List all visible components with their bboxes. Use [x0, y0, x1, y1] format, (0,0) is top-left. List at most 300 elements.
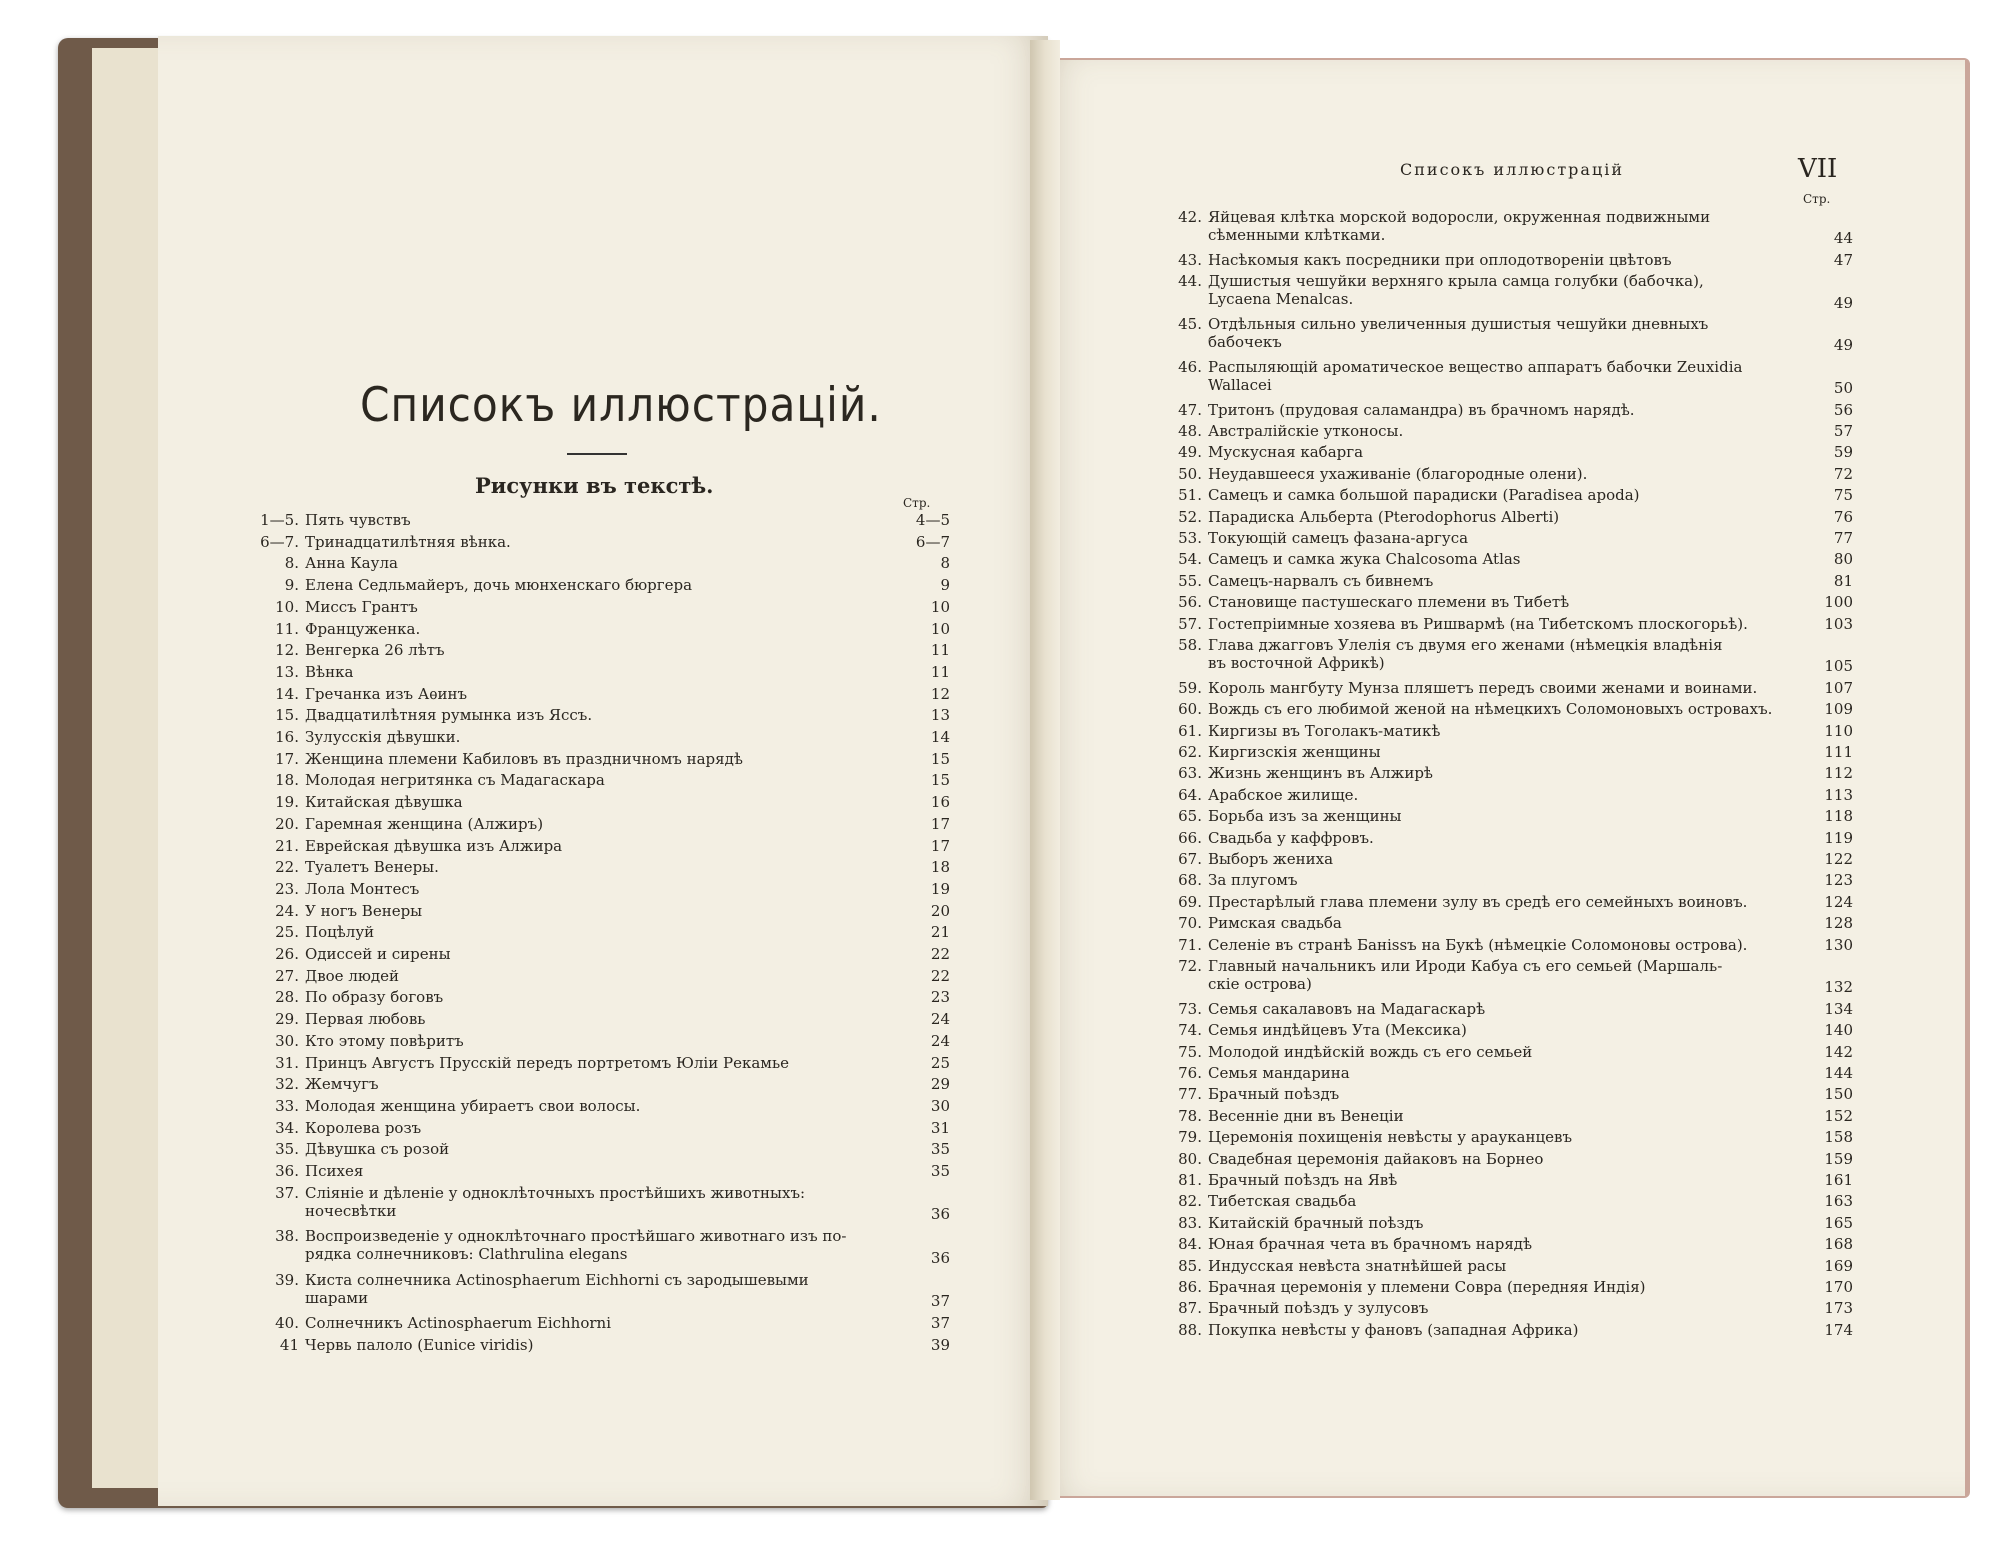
page-number: 36 [930, 1248, 950, 1267]
figure-number: 29. [275, 1010, 299, 1029]
figure-caption: Анна Каула [305, 554, 398, 573]
page-number: 9 [940, 576, 950, 595]
figure-number: 63. [1178, 764, 1202, 783]
figure-number: 46. [1178, 357, 1202, 376]
page-number: 35 [930, 1140, 950, 1159]
page-number: 24 [930, 1010, 950, 1029]
page-number: 47 [1833, 250, 1853, 269]
list-item [1178, 443, 1853, 462]
list-item [275, 923, 950, 942]
figure-caption: Арабское жилище. [1208, 785, 1359, 804]
figure-caption: Тибетская свадьба [1208, 1192, 1357, 1211]
page-number: 75 [1833, 486, 1853, 505]
figure-caption: Елена Седльмайеръ, дочь мюнхенскаго бюргера [305, 576, 693, 595]
list-item [1178, 1320, 1853, 1339]
list-item [1178, 1171, 1853, 1189]
figure-number: 68. [1178, 871, 1202, 890]
list-item [1178, 464, 1853, 483]
figure-caption: Брачный поѣздъ у зулусовъ [1208, 1299, 1429, 1318]
page-number: 49 [1833, 293, 1853, 312]
page-number: 81 [1833, 571, 1853, 590]
page-number: 36 [930, 1205, 950, 1224]
figure-caption-continued: Wallacei [1208, 375, 1272, 394]
list-item [1178, 700, 1853, 719]
page-number: 112 [1824, 764, 1853, 783]
figure-caption: Зулусскія дѣвушки. [305, 728, 461, 746]
list-item [1178, 807, 1853, 826]
figure-caption-continued: шарами [305, 1288, 369, 1307]
page-number: 76 [1833, 507, 1853, 526]
figure-caption: Свадьба у каффровъ. [1208, 828, 1374, 847]
page-number: 22 [930, 945, 950, 963]
figure-number: 47. [1178, 400, 1202, 419]
list-item [1178, 1192, 1853, 1211]
page-number: 18 [930, 858, 950, 877]
list-item [1178, 678, 1853, 697]
list-item [1178, 1256, 1853, 1275]
figure-caption: Двадцатилѣтняя румынка изъ Яссъ. [305, 706, 593, 725]
page-column-label: Стр. [903, 496, 931, 510]
page-number: 15 [930, 771, 950, 790]
figure-caption: Первая любовь [305, 1010, 426, 1029]
figure-caption: Юная брачная чета въ брачномъ нарядѣ [1208, 1235, 1533, 1254]
figure-number: 64. [1178, 785, 1202, 804]
figure-caption: Выборъ жениха [1208, 850, 1334, 868]
list-item [275, 619, 950, 638]
page-number: 163 [1824, 1192, 1853, 1211]
figure-caption: За плугомъ [1208, 871, 1298, 890]
list-item [275, 1118, 950, 1137]
figure-caption-continued: рядка солнечниковъ: Clathrulina elegans [305, 1245, 628, 1264]
figure-caption: Покупка невѣсты у фановъ (западная Африка) [1208, 1320, 1579, 1339]
list-item [1178, 593, 1853, 612]
figure-number: 17. [275, 749, 299, 768]
list-item [1178, 1278, 1853, 1296]
figure-caption: Молодой индѣйскій вождь съ его семьей [1208, 1042, 1533, 1061]
page-number: 169 [1824, 1256, 1853, 1275]
figure-number: 9. [284, 576, 299, 595]
figure-number: 69. [1178, 892, 1202, 911]
page-number: 39 [930, 1335, 950, 1354]
figure-number: 86. [1178, 1278, 1202, 1296]
page-number: 165 [1824, 1213, 1853, 1232]
list-item [275, 1075, 950, 1094]
figure-number: 71. [1178, 935, 1202, 954]
figure-number: 28. [275, 988, 299, 1007]
figure-number: 59. [1178, 678, 1202, 697]
figure-caption: Поцѣлуй [305, 923, 375, 942]
list-item [275, 706, 950, 725]
list-item [1178, 914, 1853, 933]
figure-number: 80. [1178, 1149, 1202, 1168]
list-item [275, 641, 950, 660]
list-item [275, 1270, 950, 1311]
figure-number: 18. [275, 771, 299, 790]
figure-caption: Тритонъ (прудовая саламандра) въ брачномъ нарядѣ. [1208, 400, 1635, 419]
figure-number: 82. [1178, 1192, 1202, 1211]
page-number: 144 [1824, 1064, 1853, 1082]
figure-caption: Распыляющій ароматическое вещество аппаратъ бабочки Zeuxidia [1208, 357, 1743, 376]
list-item [1178, 208, 1853, 248]
list-item [1178, 486, 1853, 505]
figure-number: 32. [275, 1075, 299, 1094]
figure-caption: Венгерка 26 лѣтъ [305, 641, 445, 660]
page-number: 50 [1833, 379, 1853, 398]
figure-number: 38. [275, 1227, 299, 1246]
page-number: 13 [930, 706, 950, 725]
list-item [275, 1140, 950, 1159]
page-number: 103 [1824, 614, 1853, 633]
list-item [1178, 571, 1853, 590]
figure-caption: Мускусная кабарга [1208, 443, 1364, 462]
figure-caption-continued: скіе острова) [1208, 975, 1312, 993]
figure-caption: Двое людей [305, 966, 400, 985]
figure-caption: Самецъ и самка жука Chalcosoma Atlas [1208, 550, 1521, 569]
page-number: 77 [1833, 529, 1853, 547]
figure-caption: Отдѣльныя сильно увеличенныя душистыя чешуйки дневныхъ [1208, 315, 1709, 333]
figure-caption: Гречанка изъ Аѳинъ [305, 684, 468, 703]
figure-caption: Весенніе дни въ Венеціи [1208, 1106, 1404, 1125]
list-item [1178, 850, 1853, 868]
page-number: 59 [1833, 443, 1853, 462]
figure-caption: Насѣкомыя какъ посредники при оплодотвореніи цвѣтовъ [1208, 250, 1672, 269]
figure-number: 1—5. [260, 511, 299, 529]
page-number: 122 [1824, 850, 1853, 868]
list-item [275, 749, 950, 768]
figure-number: 44. [1178, 272, 1202, 291]
page-number: 16 [930, 793, 950, 812]
figure-number: 58. [1178, 636, 1202, 654]
figure-number: 43. [1178, 250, 1202, 269]
figure-caption: У ногъ Венеры [305, 901, 423, 920]
figure-caption: Кто этому повѣритъ [305, 1031, 464, 1050]
figure-caption: Брачный поѣздъ на Явѣ [1208, 1171, 1398, 1189]
page-number: 80 [1833, 550, 1853, 569]
title-rule [567, 453, 627, 455]
page-number: 6—7 [915, 532, 950, 551]
page-number: 49 [1833, 336, 1853, 355]
page-number: 100 [1824, 593, 1853, 612]
figure-caption: Молодая женщина убираетъ свои волосы. [305, 1096, 641, 1115]
page-number: 168 [1824, 1235, 1853, 1254]
figure-caption-continued: въ восточной Африкѣ) [1208, 654, 1385, 672]
figure-caption: Самецъ-нарвалъ съ бивнемъ [1208, 571, 1434, 590]
page-number: 110 [1824, 721, 1853, 740]
figure-caption: Женщина племени Кабиловъ въ праздничномъ нарядѣ [305, 749, 743, 768]
figure-caption: Борьба изъ за женщины [1208, 807, 1402, 826]
figure-number: 65. [1178, 807, 1202, 826]
list-item [275, 966, 950, 985]
page-number: 17 [930, 814, 950, 833]
figure-number: 53. [1178, 529, 1202, 547]
figure-number: 27. [275, 966, 299, 985]
page-number: 8 [940, 554, 950, 573]
figure-caption: Молодая негритянка съ Мадагаскара [305, 771, 605, 790]
figure-caption: Свадебная церемонія дайаковъ на Борнео [1208, 1149, 1544, 1168]
figure-caption: Токующій самецъ фазана-аргуса [1208, 529, 1469, 547]
list-item [1178, 785, 1853, 804]
page-number: 119 [1824, 828, 1853, 847]
figure-caption: Престарѣлый глава племени зулу въ средѣ его семейныхъ воиновъ. [1208, 892, 1748, 911]
page-number: 10 [930, 597, 950, 616]
list-item [275, 1183, 950, 1224]
page-number: 21 [930, 923, 950, 942]
page-number: 31 [930, 1118, 950, 1137]
page-number: 130 [1824, 935, 1853, 954]
page-number: 23 [930, 988, 950, 1007]
figure-number: 56. [1178, 593, 1202, 612]
list-item [1178, 550, 1853, 569]
list-item [1178, 957, 1853, 997]
section-subtitle: Рисунки въ текстѣ. [475, 473, 714, 498]
figure-caption: Китайскій брачный поѣздъ [1208, 1213, 1424, 1232]
page-number: 72 [1833, 464, 1853, 483]
figure-caption: Киргизы въ Тоголакъ-матикѣ [1208, 721, 1441, 740]
figure-number: 85. [1178, 1256, 1202, 1275]
list-item [1178, 1064, 1853, 1082]
list-item [260, 511, 950, 529]
figure-number: 66. [1178, 828, 1202, 847]
figure-caption: Миссъ Грантъ [305, 597, 418, 616]
figure-caption: Киста солнечника Actinosphaerum Eichhorni съ зародышевыми [305, 1270, 809, 1289]
list-item [1178, 400, 1853, 419]
running-head: Списокъ иллюстрацій [1400, 160, 1625, 179]
figure-caption: Главный начальникъ или Ироди Кабуа съ его семьей (Маршаль- [1208, 957, 1723, 975]
figure-caption: Жемчугъ [305, 1075, 379, 1094]
list-item [1178, 1128, 1853, 1147]
figure-number: 79. [1178, 1128, 1202, 1147]
page-number: 17 [930, 836, 950, 855]
page-number: 30 [930, 1096, 950, 1115]
page-number: 134 [1824, 999, 1853, 1018]
list-item [1178, 743, 1853, 761]
figure-number: 13. [275, 662, 299, 681]
list-item [1178, 315, 1853, 355]
figure-caption: Брачный поѣздъ [1208, 1085, 1340, 1104]
figure-caption: Брачная церемонія у племени Совра (передняя Индія) [1208, 1278, 1646, 1296]
page-number: 128 [1824, 914, 1853, 933]
book-gutter [1030, 40, 1060, 1500]
list-item [1178, 999, 1853, 1018]
page-number: 140 [1824, 1021, 1853, 1040]
figure-caption: Церемонія похищенія невѣсты у арауканцевъ [1208, 1128, 1572, 1147]
page-number: 10 [930, 619, 950, 638]
figure-number: 26. [275, 945, 299, 963]
list-item [1178, 529, 1853, 547]
list-item [1178, 422, 1853, 440]
list-item [1178, 272, 1853, 312]
page-number: 12 [930, 684, 950, 703]
list-item [1178, 1235, 1853, 1254]
page-number: 152 [1824, 1106, 1853, 1125]
figure-number: 51. [1178, 486, 1202, 505]
figure-number: 70. [1178, 914, 1202, 933]
page-number: 35 [930, 1162, 950, 1180]
list-item [1178, 507, 1853, 526]
list-item [1178, 1299, 1853, 1318]
figure-caption: Неудавшееся ухаживаніе (благородные олени). [1208, 464, 1588, 483]
page-column-label: Стр. [1803, 192, 1831, 206]
page-number: 174 [1824, 1320, 1853, 1339]
figure-caption-continued: Lycaena Menalcas. [1208, 290, 1354, 309]
figure-number: 30. [275, 1031, 299, 1050]
figure-number: 12. [275, 641, 299, 660]
page-number: 44 [1833, 229, 1853, 248]
list-item [275, 1053, 950, 1072]
figure-number: 48. [1178, 422, 1202, 440]
page-number: 56 [1833, 400, 1853, 419]
figure-caption-continued: ночесвѣтки [305, 1201, 397, 1220]
page-number: 57 [1833, 422, 1853, 440]
figure-number: 37. [275, 1183, 299, 1202]
figure-number: 16. [275, 728, 299, 746]
list-item [1178, 250, 1853, 269]
figure-number: 10. [275, 597, 299, 616]
figure-number: 33. [275, 1096, 299, 1115]
page-number: 25 [930, 1053, 950, 1072]
list-item [279, 1335, 950, 1354]
figure-number: 25. [275, 923, 299, 942]
page-number: 20 [930, 901, 950, 920]
list-item [1178, 892, 1853, 911]
page-number: 113 [1824, 785, 1853, 804]
page-number: 118 [1824, 807, 1853, 826]
page-number: 24 [930, 1031, 950, 1050]
figure-number: 62. [1178, 743, 1202, 761]
page-number: 37 [930, 1313, 950, 1332]
page-number: 14 [930, 728, 950, 746]
page-number: 105 [1824, 657, 1853, 676]
figure-number: 42. [1178, 208, 1202, 226]
figure-number: 6—7. [260, 532, 299, 551]
figure-caption: По образу боговъ [305, 988, 444, 1007]
figure-caption: Вѣнка [305, 662, 354, 681]
list-item [1178, 1021, 1853, 1040]
figure-number: 74. [1178, 1021, 1202, 1040]
figure-caption: Австралійскіе утконосы. [1208, 422, 1404, 440]
list-item [1178, 636, 1853, 676]
figure-caption: Становище пастушескаго племени въ Тибетѣ [1208, 593, 1570, 612]
list-item [275, 988, 950, 1007]
figure-caption: Король мангбуту Мунза пляшетъ передъ своими женами и воинами. [1208, 678, 1758, 697]
figure-caption: Пять чувствъ [305, 511, 411, 529]
figure-number: 78. [1178, 1106, 1202, 1125]
list-item [275, 814, 950, 833]
figure-number: 11. [275, 619, 299, 638]
figure-number: 40. [275, 1313, 299, 1332]
page-number: 123 [1824, 871, 1853, 890]
figure-caption: Гаремная женщина (Алжиръ) [305, 814, 544, 833]
page-number: 132 [1824, 978, 1853, 997]
figure-caption: Семья мандарина [1208, 1064, 1350, 1082]
page-number: 22 [930, 966, 950, 985]
figure-number: 60. [1178, 700, 1202, 719]
figure-caption: Психея [305, 1162, 364, 1180]
list-item [275, 1096, 950, 1115]
figure-caption: Одиссей и сирены [305, 945, 451, 963]
page-number: 173 [1824, 1299, 1853, 1318]
figure-number: 88. [1178, 1320, 1202, 1339]
list-item [275, 1227, 950, 1267]
figure-caption: Глава джагговъ Улелія съ двумя его женами (нѣмецкія владѣнія [1208, 636, 1723, 654]
figure-caption: Дѣвушка съ розой [305, 1140, 450, 1159]
page-number: 150 [1824, 1085, 1853, 1104]
figure-caption: Семья индѣйцевъ Ута (Мексика) [1208, 1021, 1467, 1040]
page-number: 107 [1824, 678, 1853, 697]
page-number: 11 [930, 641, 950, 660]
page-number: 159 [1824, 1149, 1853, 1168]
figure-caption: Киргизскія женщины [1208, 743, 1381, 761]
figure-number: 21. [275, 836, 299, 855]
figure-caption: Лола Монтесъ [305, 879, 420, 898]
figure-number: 45. [1178, 315, 1202, 333]
figure-number: 77. [1178, 1085, 1202, 1104]
page-number: 158 [1824, 1128, 1853, 1147]
figure-caption: Француженка. [305, 619, 421, 638]
figure-caption: Жизнь женщинъ въ Алжирѣ [1208, 764, 1433, 783]
list-item [284, 576, 950, 595]
figure-number: 61. [1178, 721, 1202, 740]
figure-number: 54. [1178, 550, 1202, 569]
page-number: 170 [1824, 1278, 1853, 1296]
list-item [1178, 1149, 1853, 1168]
figure-caption: Китайская дѣвушка [305, 793, 463, 812]
list-item [1178, 721, 1853, 740]
figure-number: 50. [1178, 464, 1202, 483]
figure-number: 52. [1178, 507, 1202, 526]
figure-caption-continued: сѣменными клѣтками. [1208, 226, 1386, 244]
figure-number: 83. [1178, 1213, 1202, 1232]
page-folio: VII [1798, 154, 1838, 184]
list-item [275, 728, 950, 746]
figure-caption: Туалетъ Венеры. [305, 858, 439, 877]
figure-caption: Тринадцатилѣтняя вѣнка. [305, 532, 511, 551]
figure-number: 84. [1178, 1235, 1202, 1254]
list-item [275, 597, 950, 616]
list-item [275, 684, 950, 703]
figure-caption-continued: бабочекъ [1208, 333, 1282, 351]
figure-number: 35. [275, 1140, 299, 1159]
figure-number: 87. [1178, 1299, 1202, 1318]
figure-caption: Червь палоло (Eunice viridis) [305, 1335, 534, 1354]
figure-number: 20. [275, 814, 299, 833]
figure-caption: Душистыя чешуйки верхняго крыла самца голубки (бабочка), [1208, 272, 1704, 291]
figure-number: 57. [1178, 614, 1202, 633]
page-number: 161 [1824, 1171, 1853, 1189]
list-item [1178, 357, 1853, 398]
figure-number: 41 [279, 1335, 299, 1354]
figure-number: 19. [275, 793, 299, 812]
list-item [1178, 614, 1853, 633]
list-item [275, 1313, 950, 1332]
figure-number: 8. [284, 554, 299, 573]
list-item [275, 836, 950, 855]
figure-number: 15. [275, 706, 299, 725]
list-item [1178, 1213, 1853, 1232]
page-number: 11 [930, 662, 950, 681]
list-item [275, 945, 950, 963]
list-item [1178, 1106, 1853, 1125]
figure-number: 24. [275, 901, 299, 920]
list-item [1178, 871, 1853, 890]
figure-number: 49. [1178, 443, 1202, 462]
figure-caption: Еврейская дѣвушка изъ Алжира [305, 836, 563, 855]
list-item [284, 554, 950, 573]
page-number: 142 [1824, 1042, 1853, 1061]
figure-number: 23. [275, 879, 299, 898]
list-item [275, 771, 950, 790]
list-item [275, 1162, 950, 1180]
